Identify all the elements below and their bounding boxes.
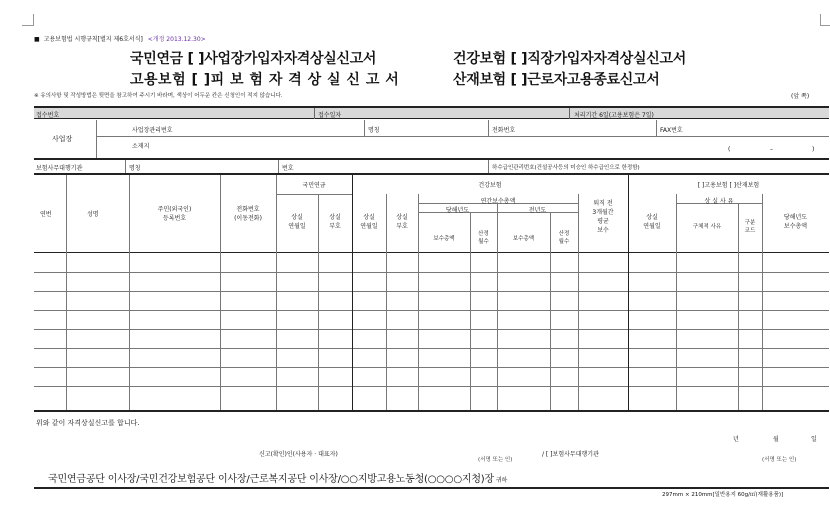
ei-annual-pay-header: 당해년도 보수총액 <box>783 214 808 230</box>
title-ei: 고용보험 [ ]피 보 험 자 격 상 실 신 고 서 <box>130 72 400 88</box>
ei-group-header: [ ]고용보험 [ ]산재보험 <box>697 182 760 189</box>
phone-paren-close: ) <box>812 146 815 153</box>
crop-mark-left <box>22 14 34 26</box>
ei-reason-code-header: 구분 코드 <box>744 220 756 234</box>
rule-bold <box>34 487 829 489</box>
phone-dash: – <box>770 146 773 153</box>
signature-label-1: (서명 또는 인) <box>478 457 513 463</box>
nhis-annual-total-header: 연간보수총액 <box>480 198 516 205</box>
workplace-name-label: 명칭 <box>368 127 380 134</box>
receipt-number-label: 접수번호 <box>36 112 60 119</box>
divider <box>418 194 419 410</box>
rule-bold <box>34 158 829 160</box>
ei-reason-detail-header: 구체적 사유 <box>692 224 722 230</box>
addressee-suffix: 귀하 <box>495 477 508 484</box>
square-bullet-icon: ■ <box>34 36 40 43</box>
agency-name-label: 명칭 <box>129 165 141 172</box>
ei-reason-header: 상 실 사 유 <box>704 198 734 205</box>
table-row <box>34 367 829 368</box>
addressee-text: 국민연금공단 이사장/국민건강보험공단 이사장/근로복지공단 이사장/○○지방고용노동청(○○○○지청)장 <box>48 474 494 485</box>
nhis-months-b-header: 산정 월수 <box>558 231 570 245</box>
reporter-label: 신고(확인)인(사용자 · 대표자) <box>259 451 338 458</box>
divider <box>628 175 629 410</box>
declaration-text: 위와 같이 자격상실신고를 합니다. <box>36 419 140 427</box>
nhis-loss-date-header: 상실 연월일 <box>360 214 378 230</box>
divider <box>276 175 277 410</box>
table-row <box>34 291 829 292</box>
paper-spec: 297mm × 210mm[일반용지 60g/㎡(재활용품)] <box>662 492 784 498</box>
agency-number-label: 번호 <box>282 165 294 172</box>
receipt-bar <box>34 106 829 119</box>
table-row <box>34 386 829 387</box>
revision-note: <개정 2013.12.30> <box>147 36 206 43</box>
divider <box>488 120 489 136</box>
divider <box>96 120 97 158</box>
workplace-phone-label: 전화번호 <box>492 127 516 134</box>
nps-group-header: 국민연금 <box>302 182 326 189</box>
nhis-pay-total-a-header: 보수총액 <box>433 236 455 242</box>
notice-text: ※ 유의사항 및 작성방법은 뒷면을 참고하여 주시기 바라며, 색상이 어두운 칸은 신청인이 적지 않습니다. <box>34 93 283 99</box>
divider <box>569 108 570 119</box>
rule-header-bottom <box>34 252 829 253</box>
signature-label-2: (서명 또는 인) <box>762 457 797 463</box>
nhis-pay-total-b-header: 보수총액 <box>512 236 535 242</box>
divider <box>314 108 315 119</box>
crop-mark-right <box>820 14 830 26</box>
nps-loss-date-header: 상실 연월일 <box>288 214 306 230</box>
receipt-date-label: 접수일자 <box>318 112 342 119</box>
rule <box>276 194 352 195</box>
nhis-months-a-header: 산정 월수 <box>478 231 489 245</box>
addressee-line <box>48 470 507 485</box>
divider <box>352 175 353 410</box>
rule <box>352 194 418 195</box>
title-nhis: 건강보험 [ ]직장가입자자격상실신고서 <box>453 51 686 67</box>
year-label: 년 <box>733 436 739 443</box>
nhis-this-year-header: 당해년도 <box>445 207 470 214</box>
workplace-label: 사업장 <box>52 135 73 143</box>
table-row <box>34 310 829 311</box>
col-no-header: 연번 <box>40 211 52 218</box>
form-number <box>34 34 206 43</box>
workplace-mgmt-no-label: 사업장관리번호 <box>132 127 173 134</box>
agency-signer-label: / [ ]보험사무대행기관 <box>542 451 599 458</box>
agency-label: 보험사무대행기관 <box>36 165 83 172</box>
title-iaci: 산재보험 [ ]근로자고용종료신고서 <box>453 72 660 88</box>
workplace-address-label: 소재지 <box>132 143 150 150</box>
form-number-text: 고용보험법 시행규칙[별지 제6호서식] <box>43 36 143 43</box>
divider <box>738 203 739 410</box>
month-label: 월 <box>773 436 779 443</box>
nhis-loss-code-header: 상실 부호 <box>396 214 408 230</box>
divider <box>656 120 657 136</box>
nps-loss-code-header: 상실 부호 <box>329 214 341 230</box>
rule-bold <box>34 410 829 412</box>
divider <box>66 175 67 410</box>
day-label: 일 <box>811 436 817 443</box>
phone-paren-open: ( <box>728 146 731 153</box>
col-rrn-header: 주민(외국인) 등록번호 <box>157 206 192 222</box>
processing-period: 처리기간 6일(고용보험은 7일) <box>574 112 654 119</box>
col-name-header: 성명 <box>87 211 99 218</box>
nhis-group-header: 건강보험 <box>478 182 502 189</box>
rule-bold <box>34 173 829 175</box>
nhis-avg3-header: 퇴직 전 3개월간 평균 보수 <box>592 200 614 234</box>
rule <box>96 136 829 137</box>
table-row <box>34 272 829 273</box>
title-nps: 국민연금 [ ]사업장가입자자격상실신고서 <box>130 51 377 67</box>
divider <box>364 120 365 136</box>
nhis-prev-year-header: 전년도 <box>528 207 547 214</box>
divider <box>125 160 126 173</box>
table-row <box>34 329 829 330</box>
table-row <box>34 348 829 349</box>
workplace-fax-label: FAX번호 <box>660 127 683 134</box>
subcontract-label: 하수급인관리번호(건설공사등의 미승인 하수급인으로 한정함) <box>492 165 640 171</box>
front-side-label: (앞 쪽) <box>791 93 810 100</box>
col-phone-header: 전화번호 (이동전화) <box>234 206 262 222</box>
divider <box>278 160 279 173</box>
ei-loss-date-header: 상실 연월일 <box>643 214 661 230</box>
divider <box>488 160 489 173</box>
